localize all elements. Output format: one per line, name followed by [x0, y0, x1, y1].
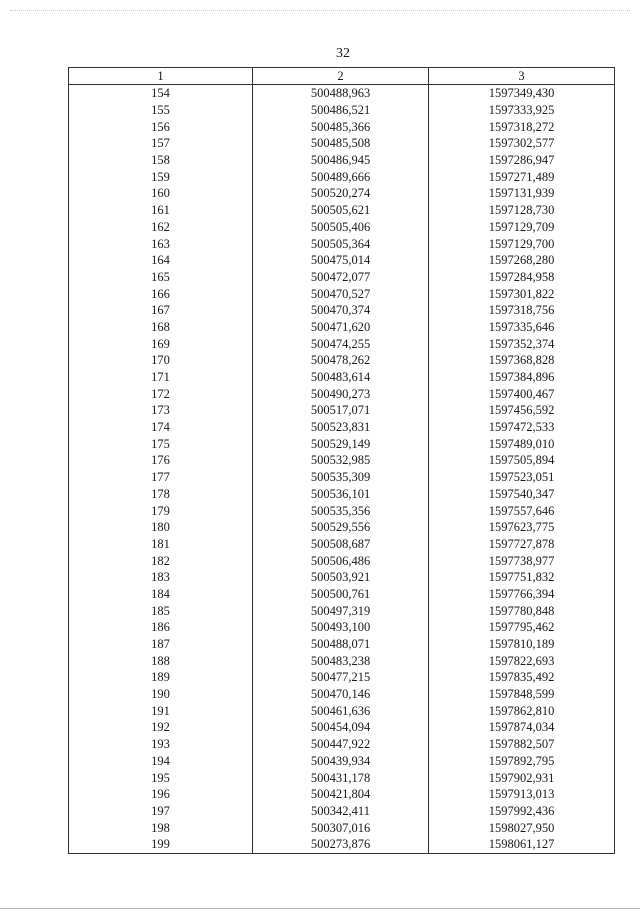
y-coordinate-cell: 1597368,828	[429, 352, 615, 369]
table-row	[69, 469, 615, 486]
table-row	[69, 636, 615, 653]
table-row	[69, 385, 615, 402]
scan-edge-bottom	[0, 908, 640, 909]
y-coordinate-cell: 1597333,925	[429, 102, 615, 119]
x-coordinate-cell: 500472,077	[253, 269, 429, 286]
x-coordinate-cell: 500517,071	[253, 402, 429, 419]
table-row	[69, 786, 615, 803]
point-number-cell: 168	[69, 319, 253, 336]
point-number-cell: 173	[69, 402, 253, 419]
y-coordinate-cell: 1597822,693	[429, 652, 615, 669]
point-number-cell: 164	[69, 252, 253, 269]
x-coordinate-cell: 500470,527	[253, 285, 429, 302]
point-number-cell: 154	[69, 85, 253, 102]
table-row	[69, 319, 615, 336]
table-row	[69, 486, 615, 503]
y-coordinate-cell: 1597874,034	[429, 719, 615, 736]
point-number-cell: 190	[69, 686, 253, 703]
table-row	[69, 185, 615, 202]
point-number-cell: 192	[69, 719, 253, 736]
y-coordinate-cell: 1597131,939	[429, 185, 615, 202]
coordinates-table-container	[68, 67, 614, 854]
point-number-cell: 185	[69, 602, 253, 619]
y-coordinate-cell: 1597727,878	[429, 536, 615, 553]
table-row	[69, 536, 615, 553]
x-coordinate-cell: 500529,556	[253, 519, 429, 536]
table-row	[69, 736, 615, 753]
point-number-cell: 170	[69, 352, 253, 369]
table-row	[69, 135, 615, 152]
x-coordinate-cell: 500431,178	[253, 769, 429, 786]
x-coordinate-cell: 500529,149	[253, 435, 429, 452]
x-coordinate-cell: 500342,411	[253, 803, 429, 820]
table-row	[69, 719, 615, 736]
point-number-cell: 167	[69, 302, 253, 319]
x-coordinate-cell: 500483,238	[253, 652, 429, 669]
x-coordinate-cell: 500535,309	[253, 469, 429, 486]
point-number-cell: 156	[69, 118, 253, 135]
point-number-cell: 172	[69, 385, 253, 402]
point-number-cell: 183	[69, 569, 253, 586]
table-row	[69, 452, 615, 469]
x-coordinate-cell: 500488,963	[253, 85, 429, 102]
table-row	[69, 352, 615, 369]
table-row	[69, 836, 615, 853]
x-coordinate-cell: 500535,356	[253, 502, 429, 519]
x-coordinate-cell: 500273,876	[253, 836, 429, 853]
x-coordinate-cell: 500485,366	[253, 118, 429, 135]
y-coordinate-cell: 1597505,894	[429, 452, 615, 469]
y-coordinate-cell: 1597992,436	[429, 803, 615, 820]
point-number-cell: 158	[69, 152, 253, 169]
y-coordinate-cell: 1598061,127	[429, 836, 615, 853]
y-coordinate-cell: 1597892,795	[429, 753, 615, 770]
y-coordinate-cell: 1597284,958	[429, 269, 615, 286]
table-row	[69, 285, 615, 302]
x-coordinate-cell: 500475,014	[253, 252, 429, 269]
table-row	[69, 118, 615, 135]
y-coordinate-cell: 1597913,013	[429, 786, 615, 803]
point-number-cell: 177	[69, 469, 253, 486]
y-coordinate-cell: 1597302,577	[429, 135, 615, 152]
x-coordinate-cell: 500477,215	[253, 669, 429, 686]
point-number-cell: 191	[69, 702, 253, 719]
x-coordinate-cell: 500439,934	[253, 753, 429, 770]
column-header-2: 2	[253, 68, 429, 85]
x-coordinate-cell: 500478,262	[253, 352, 429, 369]
x-coordinate-cell: 500490,273	[253, 385, 429, 402]
point-number-cell: 160	[69, 185, 253, 202]
point-number-cell: 163	[69, 235, 253, 252]
table-row	[69, 502, 615, 519]
y-coordinate-cell: 1597129,709	[429, 219, 615, 236]
table-row	[69, 419, 615, 436]
y-coordinate-cell: 1597318,756	[429, 302, 615, 319]
y-coordinate-cell: 1597271,489	[429, 168, 615, 185]
page-number: 32	[336, 46, 350, 61]
x-coordinate-cell: 500500,761	[253, 586, 429, 603]
y-coordinate-cell: 1597472,533	[429, 419, 615, 436]
table-row	[69, 753, 615, 770]
y-coordinate-cell: 1597795,462	[429, 619, 615, 636]
y-coordinate-cell: 1597780,848	[429, 602, 615, 619]
table-row	[69, 435, 615, 452]
x-coordinate-cell: 500488,071	[253, 636, 429, 653]
column-header-1: 1	[69, 68, 253, 85]
table-row	[69, 235, 615, 252]
point-number-cell: 166	[69, 285, 253, 302]
point-number-cell: 155	[69, 102, 253, 119]
x-coordinate-cell: 500421,804	[253, 786, 429, 803]
point-number-cell: 171	[69, 369, 253, 386]
table-row	[69, 269, 615, 286]
point-number-cell: 188	[69, 652, 253, 669]
point-number-cell: 176	[69, 452, 253, 469]
x-coordinate-cell: 500497,319	[253, 602, 429, 619]
table-row	[69, 702, 615, 719]
x-coordinate-cell: 500471,620	[253, 319, 429, 336]
point-number-cell: 198	[69, 819, 253, 836]
y-coordinate-cell: 1597862,810	[429, 702, 615, 719]
x-coordinate-cell: 500503,921	[253, 569, 429, 586]
y-coordinate-cell: 1598027,950	[429, 819, 615, 836]
y-coordinate-cell: 1597318,272	[429, 118, 615, 135]
x-coordinate-cell: 500307,016	[253, 819, 429, 836]
x-coordinate-cell: 500489,666	[253, 168, 429, 185]
y-coordinate-cell: 1597489,010	[429, 435, 615, 452]
point-number-cell: 186	[69, 619, 253, 636]
point-number-cell: 165	[69, 269, 253, 286]
table-row	[69, 619, 615, 636]
point-number-cell: 159	[69, 168, 253, 185]
y-coordinate-cell: 1597352,374	[429, 335, 615, 352]
x-coordinate-cell: 500486,521	[253, 102, 429, 119]
table-body	[69, 85, 615, 854]
point-number-cell: 199	[69, 836, 253, 853]
x-coordinate-cell: 500520,274	[253, 185, 429, 202]
x-coordinate-cell: 500505,364	[253, 235, 429, 252]
x-coordinate-cell: 500505,621	[253, 202, 429, 219]
y-coordinate-cell: 1597848,599	[429, 686, 615, 703]
x-coordinate-cell: 500474,255	[253, 335, 429, 352]
table-row	[69, 168, 615, 185]
y-coordinate-cell: 1597268,280	[429, 252, 615, 269]
table-row	[69, 686, 615, 703]
table-row	[69, 252, 615, 269]
point-number-cell: 161	[69, 202, 253, 219]
y-coordinate-cell: 1597882,507	[429, 736, 615, 753]
table-row	[69, 803, 615, 820]
x-coordinate-cell: 500486,945	[253, 152, 429, 169]
x-coordinate-cell: 500532,985	[253, 452, 429, 469]
table-row	[69, 586, 615, 603]
y-coordinate-cell: 1597129,700	[429, 235, 615, 252]
x-coordinate-cell: 500470,146	[253, 686, 429, 703]
x-coordinate-cell: 500505,406	[253, 219, 429, 236]
point-number-cell: 193	[69, 736, 253, 753]
table-row	[69, 202, 615, 219]
table-row	[69, 219, 615, 236]
point-number-cell: 195	[69, 769, 253, 786]
point-number-cell: 189	[69, 669, 253, 686]
table-row	[69, 85, 615, 102]
x-coordinate-cell: 500483,614	[253, 369, 429, 386]
table-row	[69, 652, 615, 669]
y-coordinate-cell: 1597557,646	[429, 502, 615, 519]
point-number-cell: 194	[69, 753, 253, 770]
point-number-cell: 187	[69, 636, 253, 653]
y-coordinate-cell: 1597456,592	[429, 402, 615, 419]
y-coordinate-cell: 1597335,646	[429, 319, 615, 336]
point-number-cell: 196	[69, 786, 253, 803]
point-number-cell: 175	[69, 435, 253, 452]
point-number-cell: 181	[69, 536, 253, 553]
y-coordinate-cell: 1597128,730	[429, 202, 615, 219]
table-row	[69, 402, 615, 419]
table-row	[69, 102, 615, 119]
point-number-cell: 197	[69, 803, 253, 820]
table-row	[69, 569, 615, 586]
x-coordinate-cell: 500508,687	[253, 536, 429, 553]
table-row	[69, 819, 615, 836]
y-coordinate-cell: 1597286,947	[429, 152, 615, 169]
y-coordinate-cell: 1597523,051	[429, 469, 615, 486]
point-number-cell: 180	[69, 519, 253, 536]
point-number-cell: 182	[69, 552, 253, 569]
table-row	[69, 369, 615, 386]
table-row	[69, 602, 615, 619]
y-coordinate-cell: 1597400,467	[429, 385, 615, 402]
table-row	[69, 152, 615, 169]
y-coordinate-cell: 1597301,822	[429, 285, 615, 302]
table-row	[69, 519, 615, 536]
table-header-row	[69, 68, 615, 85]
x-coordinate-cell: 500454,094	[253, 719, 429, 736]
y-coordinate-cell: 1597835,492	[429, 669, 615, 686]
y-coordinate-cell: 1597738,977	[429, 552, 615, 569]
point-number-cell: 179	[69, 502, 253, 519]
scan-edge-top	[10, 10, 630, 11]
x-coordinate-cell: 500536,101	[253, 486, 429, 503]
point-number-cell: 178	[69, 486, 253, 503]
x-coordinate-cell: 500523,831	[253, 419, 429, 436]
x-coordinate-cell: 500470,374	[253, 302, 429, 319]
y-coordinate-cell: 1597751,832	[429, 569, 615, 586]
table-row	[69, 769, 615, 786]
y-coordinate-cell: 1597810,189	[429, 636, 615, 653]
point-number-cell: 169	[69, 335, 253, 352]
table-row	[69, 335, 615, 352]
y-coordinate-cell: 1597384,896	[429, 369, 615, 386]
x-coordinate-cell: 500506,486	[253, 552, 429, 569]
y-coordinate-cell: 1597623,775	[429, 519, 615, 536]
point-number-cell: 174	[69, 419, 253, 436]
x-coordinate-cell: 500493,100	[253, 619, 429, 636]
x-coordinate-cell: 500461,636	[253, 702, 429, 719]
table-row	[69, 669, 615, 686]
coordinates-table	[68, 67, 615, 854]
y-coordinate-cell: 1597540,347	[429, 486, 615, 503]
point-number-cell: 157	[69, 135, 253, 152]
x-coordinate-cell: 500485,508	[253, 135, 429, 152]
x-coordinate-cell: 500447,922	[253, 736, 429, 753]
table-row	[69, 552, 615, 569]
point-number-cell: 162	[69, 219, 253, 236]
table-row	[69, 302, 615, 319]
y-coordinate-cell: 1597349,430	[429, 85, 615, 102]
point-number-cell: 184	[69, 586, 253, 603]
y-coordinate-cell: 1597902,931	[429, 769, 615, 786]
column-header-3: 3	[429, 68, 615, 85]
y-coordinate-cell: 1597766,394	[429, 586, 615, 603]
